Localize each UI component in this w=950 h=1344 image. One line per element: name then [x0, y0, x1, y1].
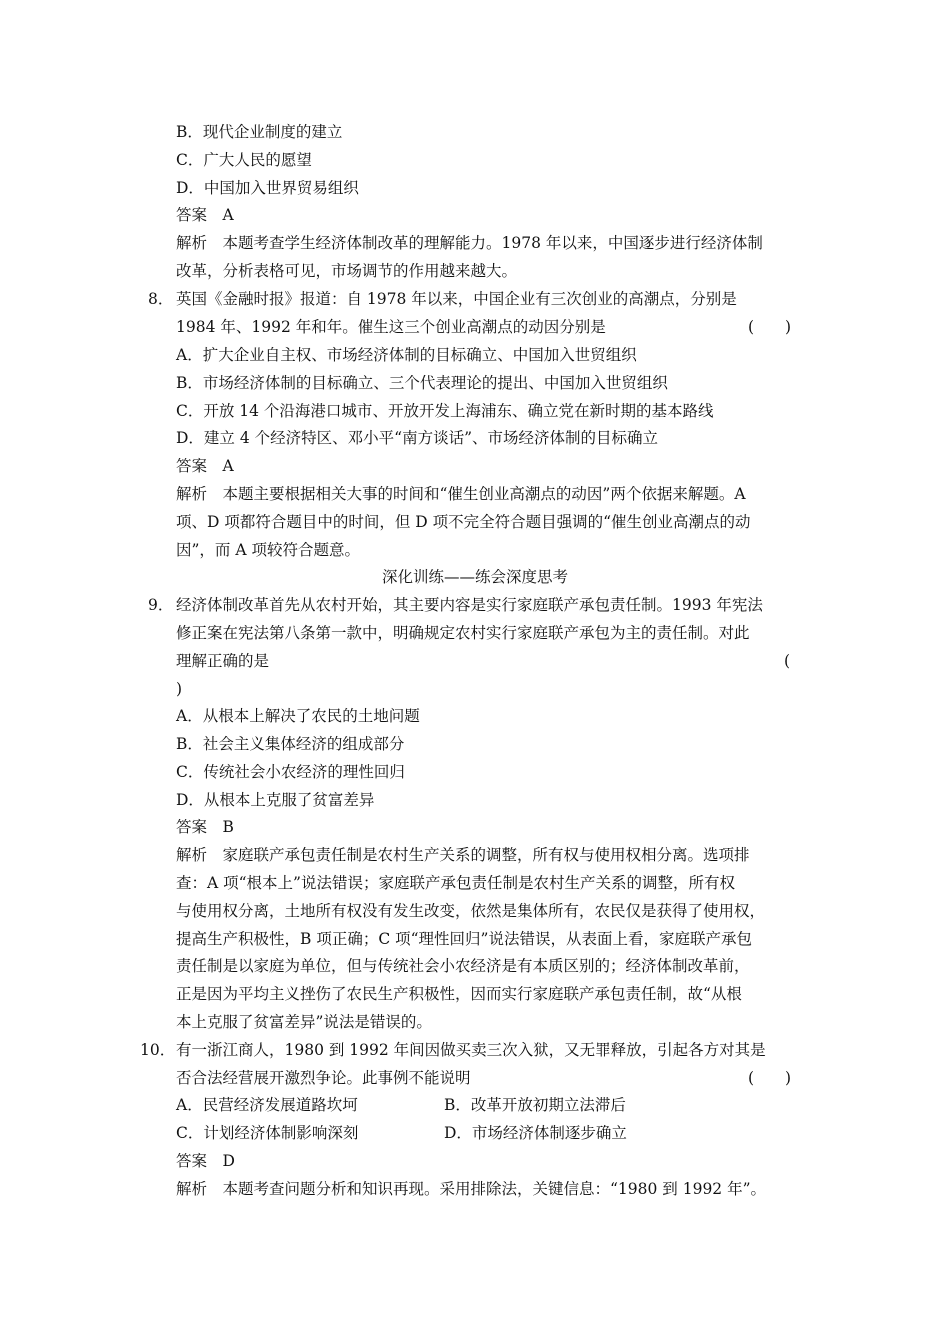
q7-option-b: B．现代企业制度的建立: [176, 123, 343, 141]
q10-option-a: A．民营经济发展道路坎坷: [176, 1096, 358, 1114]
q10-number: 10．: [140, 1041, 176, 1059]
q7-analysis-line: 解析 本题考查学生经济体制改革的理解能力。1978 年以来，中国逐步进行经济体制: [176, 234, 763, 252]
q8-analysis-line: 项、D 项都符合题目中的时间，但 D 项不完全符合题目强调的“催生创业高潮点的动: [176, 513, 751, 531]
q8-option-b: B．市场经济体制的目标确立、三个代表理论的提出、中国加入世贸组织: [176, 374, 668, 392]
q10-answer: 答案 D: [176, 1152, 235, 1170]
q9-analysis-line: 本上克服了贫富差异”说法是错误的。: [176, 1013, 432, 1031]
q8-answer: 答案 A: [176, 457, 234, 475]
q9-analysis-line: 与使用权分离，土地所有权没有发生改变，依然是集体所有，农民仅是获得了使用权，: [176, 902, 766, 920]
q9-option-d: D．从根本上克服了贫富差异: [176, 791, 375, 809]
q10-option-d: D．市场经济体制逐步确立: [444, 1124, 627, 1142]
q9-stem-line: 经济体制改革首先从农村开始，其主要内容是实行家庭联产承包责任制。1993 年宪法: [176, 596, 763, 614]
q9-answer: 答案 B: [176, 818, 234, 836]
q8-option-c: C．开放 14 个沿海港口城市、开放开发上海浦东、确立党在新时期的基本路线: [176, 402, 714, 420]
q7-answer: 答案 A: [176, 206, 234, 224]
q10-stem-line: 有一浙江商人，1980 到 1992 年间因做买卖三次入狱，又无罪释放，引起各方对其是: [176, 1041, 766, 1059]
q10-answer-blank: ( ): [748, 1069, 792, 1087]
q10-option-c: C．计划经济体制影响深刻: [176, 1124, 359, 1142]
q9-option-a: A．从根本上解决了农民的土地问题: [176, 707, 420, 725]
q9-analysis-line: 解析 家庭联产承包责任制是农村生产关系的调整，所有权与使用权相分离。选项排: [176, 846, 750, 864]
q9-stem-line: 理解正确的是: [176, 652, 270, 670]
q10-option-b: B．改革开放初期立法滞后: [444, 1096, 626, 1114]
section-title: 深化训练——练会深度思考: [381, 568, 568, 586]
q8-option-a: A．扩大企业自主权、市场经济体制的目标确立、中国加入世贸组织: [176, 346, 637, 364]
q9-analysis-line: 正是因为平均主义挫伤了农民生产积极性，因而实行家庭联产承包责任制，故“从根: [176, 985, 742, 1003]
q9-analysis-line: 提高生产积极性，B 项正确；C 项“理性回归”说法错误，从表面上看，家庭联产承包: [176, 930, 752, 948]
q8-stem-line: 英国《金融时报》报道：自 1978 年以来，中国企业有三次创业的高潮点，分别是: [176, 290, 737, 308]
q9-stem-line: 修正案在宪法第八条第一款中，明确规定农村实行家庭联产承包为主的责任制。对此: [176, 624, 750, 642]
q9-analysis-line: 查：A 项“根本上”说法错误；家庭联产承包责任制是农村生产关系的调整，所有权: [176, 874, 735, 892]
q8-option-d: D．建立 4 个经济特区、邓小平“南方谈话”、市场经济体制的目标确立: [176, 429, 658, 447]
q7-option-c: C．广大人民的愿望: [176, 151, 312, 169]
q10-analysis-line: 解析 本题考查问题分析和知识再现。采用排除法，关键信息：“1980 到 1992 年”。: [176, 1180, 767, 1198]
q9-number: 9．: [148, 596, 174, 614]
q8-number: 8．: [148, 290, 174, 308]
q9-option-c: C．传统社会小农经济的理性回归: [176, 763, 405, 781]
q8-answer-blank: ( ): [748, 318, 792, 336]
q9-option-b: B．社会主义集体经济的组成部分: [176, 735, 405, 753]
q9-analysis-line: 责任制是以家庭为单位，但与传统社会小农经济是有本质区别的；经济体制改革前，: [176, 957, 750, 975]
q9-paren-close: ): [176, 680, 183, 698]
q8-analysis-line: 解析 本题主要根据相关大事的时间和“催生创业高潮点的动因”两个依据来解题。A: [176, 485, 746, 503]
q7-analysis-line: 改革，分析表格可见，市场调节的作用越来越大。: [176, 262, 518, 280]
q10-stem-line: 否合法经营展开激烈争论。此事例不能说明: [176, 1069, 471, 1087]
q7-option-d: D．中国加入世界贸易组织: [176, 179, 359, 197]
q9-paren-open: (: [784, 652, 791, 670]
q8-analysis-line: 因”，而 A 项较符合题意。: [176, 541, 360, 559]
q8-stem-line: 1984 年、1992 年和年。催生这三个创业高潮点的动因分别是: [176, 318, 606, 336]
